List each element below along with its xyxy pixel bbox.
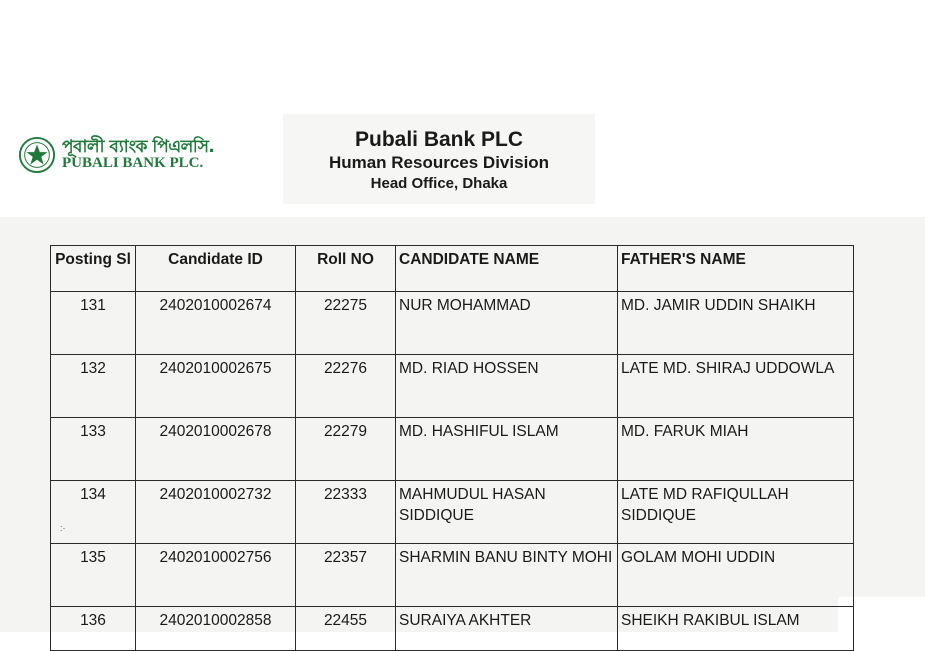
- table-row: [51, 292, 854, 355]
- cell-candidate-id: 2402010002858: [136, 607, 296, 651]
- header-office: Head Office, Dhaka: [370, 175, 508, 192]
- scan-speck: :·: [60, 523, 66, 533]
- table-header-row: [51, 246, 854, 292]
- cell-roll-no: 22279: [296, 418, 396, 481]
- cell-posting-sl: 135: [51, 544, 136, 607]
- cell-posting-sl: 136: [51, 607, 136, 651]
- table-row: [51, 544, 854, 607]
- table-row: [51, 607, 854, 651]
- cell-candidate-id: 2402010002675: [136, 355, 296, 418]
- cell-father-name: MD. JAMIR UDDIN SHAIKH: [618, 292, 854, 355]
- table-row: [51, 481, 854, 544]
- bank-name-english: PUBALI BANK PLC.: [62, 155, 204, 171]
- cell-father-name: MD. FARUK MIAH: [618, 418, 854, 481]
- cell-candidate-name: NUR MOHAMMAD: [396, 292, 618, 355]
- cell-candidate-name: MD. RIAD HOSSEN: [396, 355, 618, 418]
- cell-roll-no: 22276: [296, 355, 396, 418]
- header-division: Human Resources Division: [328, 153, 550, 172]
- cell-roll-no: 22455: [296, 607, 396, 651]
- cell-candidate-name: MAHMUDUL HASAN SIDDIQUE: [396, 481, 618, 544]
- cell-candidate-name: MD. HASHIFUL ISLAM: [396, 418, 618, 481]
- cell-posting-sl: 133: [51, 418, 136, 481]
- pubali-bank-emblem-icon: [18, 136, 56, 174]
- cell-father-name: SHEIKH RAKIBUL ISLAM: [618, 607, 854, 651]
- cell-posting-sl: 134: [51, 481, 136, 544]
- bank-logo: [18, 134, 228, 176]
- column-header-candidate-id: Candidate ID: [136, 246, 296, 292]
- cell-candidate-name: SURAIYA AKHTER: [396, 607, 618, 651]
- column-header-candidate-name: CANDIDATE NAME: [396, 246, 618, 292]
- cell-father-name: LATE MD RAFIQULLAH SIDDIQUE: [618, 481, 854, 544]
- cell-candidate-id: 2402010002674: [136, 292, 296, 355]
- cell-roll-no: 22357: [296, 544, 396, 607]
- cell-candidate-id: 2402010002678: [136, 418, 296, 481]
- column-header-posting-sl: Posting Sl: [51, 246, 136, 292]
- cell-candidate-id: 2402010002732: [136, 481, 296, 544]
- candidate-table: [50, 245, 854, 651]
- cell-father-name: GOLAM MOHI UDDIN: [618, 544, 854, 607]
- cell-roll-no: 22275: [296, 292, 396, 355]
- bank-name-bengali: পূবালী ব্যাংক পিএলসি.: [62, 137, 215, 157]
- cell-father-name: LATE MD. SHIRAJ UDDOWLA: [618, 355, 854, 418]
- column-header-father-name: FATHER'S NAME: [618, 246, 854, 292]
- cell-roll-no: 22333: [296, 481, 396, 544]
- document-header: [283, 114, 595, 204]
- cell-posting-sl: 132: [51, 355, 136, 418]
- cell-candidate-name: SHARMIN BANU BINTY MOHI: [396, 544, 618, 607]
- column-header-roll-no: Roll NO: [296, 246, 396, 292]
- header-bank-name: Pubali Bank PLC: [354, 128, 524, 151]
- table-row: [51, 418, 854, 481]
- cell-candidate-id: 2402010002756: [136, 544, 296, 607]
- cell-posting-sl: 131: [51, 292, 136, 355]
- table-row: [51, 355, 854, 418]
